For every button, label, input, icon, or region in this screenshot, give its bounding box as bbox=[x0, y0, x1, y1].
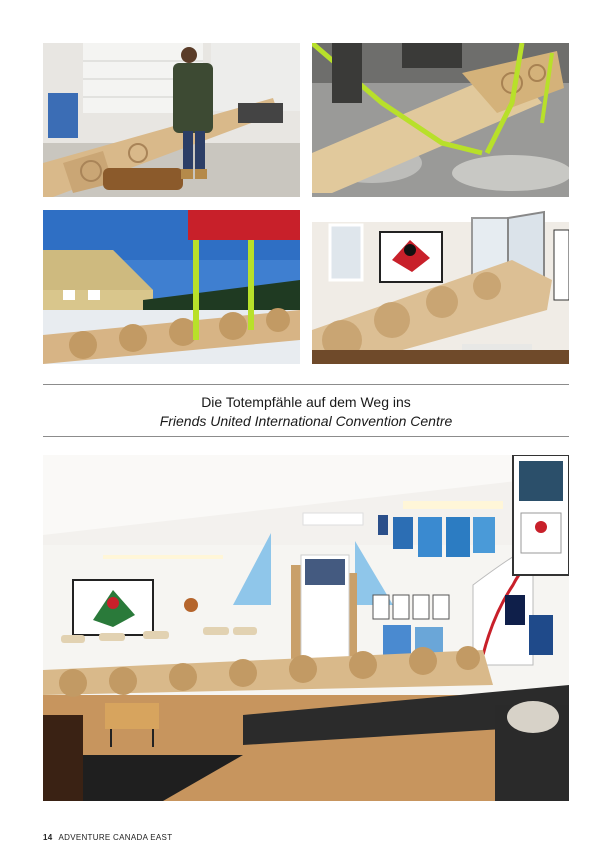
page-footer bbox=[43, 833, 172, 842]
publication-name: ADVENTURE CANADA EAST bbox=[58, 833, 173, 842]
divider-top bbox=[43, 384, 569, 385]
divider-bottom bbox=[43, 436, 569, 437]
photo-totem-crane bbox=[43, 210, 300, 364]
photo-caption bbox=[43, 393, 569, 431]
photo-totem-straps bbox=[312, 43, 569, 197]
photo-totem-garage bbox=[43, 43, 300, 197]
page-number: 14 bbox=[43, 833, 53, 842]
caption-line-1: Die Totempfähle auf dem Weg ins bbox=[201, 394, 411, 410]
caption-line-2: Friends United International Convention Centre bbox=[159, 413, 453, 429]
photo-convention-centre bbox=[43, 455, 569, 801]
photo-totem-window bbox=[312, 210, 569, 364]
